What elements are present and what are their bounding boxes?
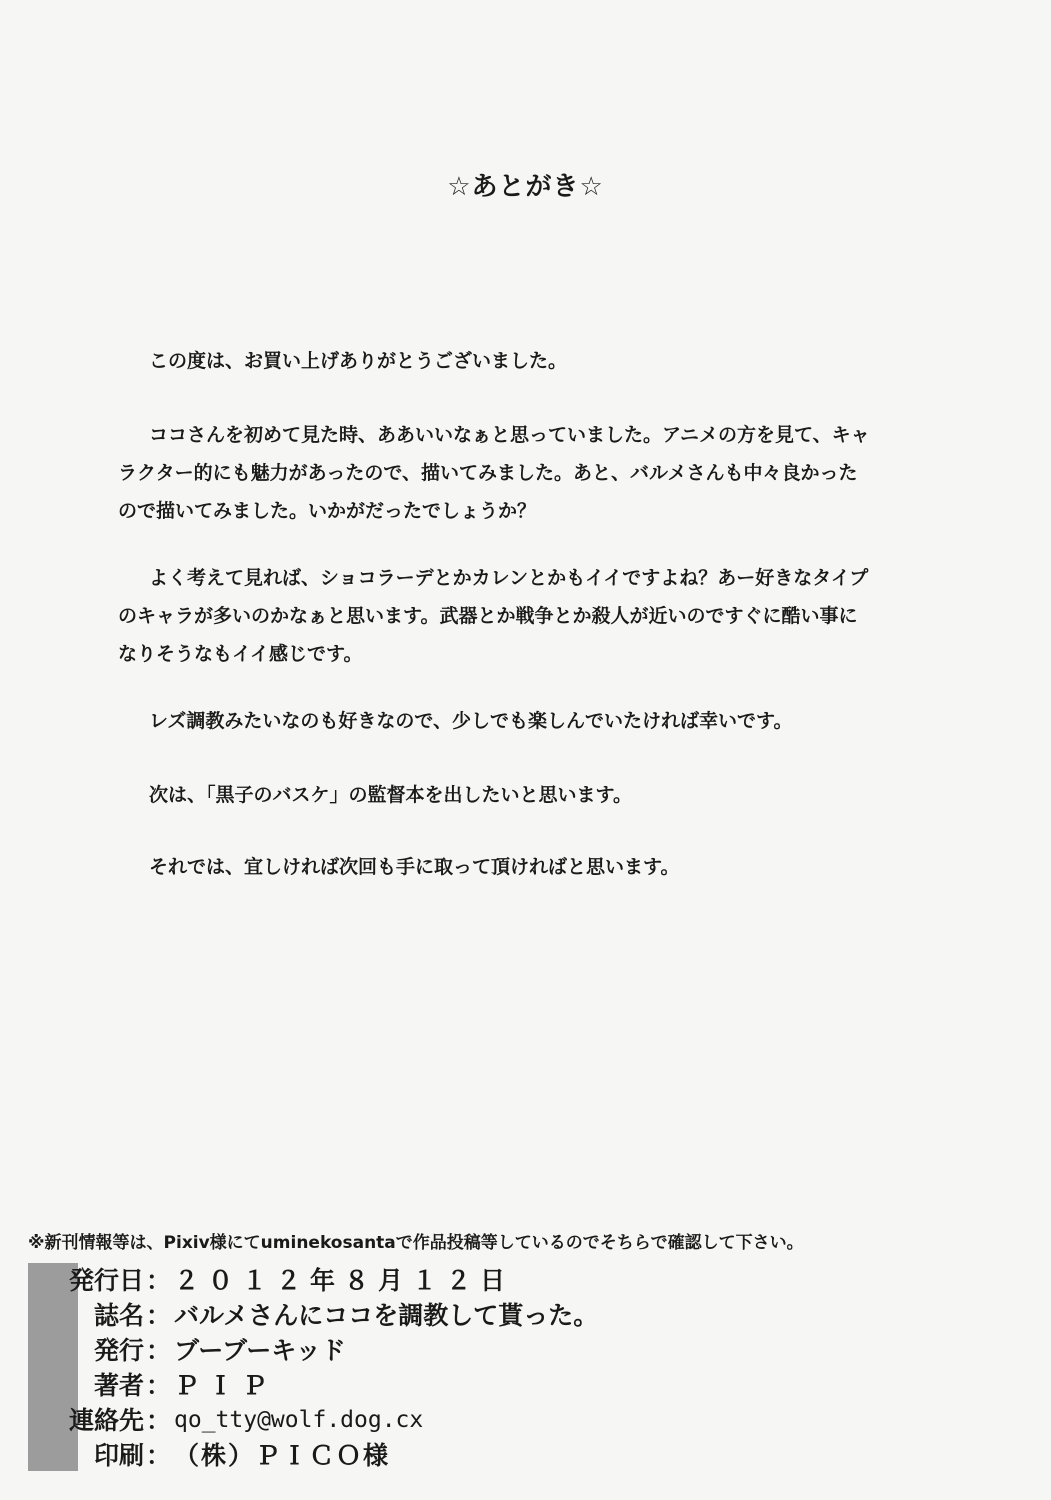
colophon-separator: ：	[146, 1441, 172, 1470]
colophon	[28, 1263, 728, 1473]
paragraph-thanks	[118, 342, 948, 380]
paragraph-line: ので描いてみました。いかがだったでしょうか？	[118, 500, 537, 522]
colophon-value: ２０１２年８月１２日	[174, 1266, 515, 1295]
afterword-title: ☆あとがき☆	[447, 172, 604, 202]
colophon-separator: ：	[146, 1371, 172, 1400]
paragraph-line: 次は、「黒子のバスケ」の監督本を出したいと思います。	[149, 784, 632, 806]
paragraph-line: レズ調教みたいなのも好きなので、少しでも楽しんでいたければ幸いです。	[149, 710, 793, 732]
paragraph-line: ラクター的にも魅力があったので、描いてみました。あと、バルメさんも中々良かった	[118, 462, 858, 484]
colophon-value: ＰＩＰ	[174, 1371, 277, 1400]
new-release-notice: ※新刊情報等は、Pixiv様にてuminekosantaで作品投稿等しているのでそちらで確認して下さい。	[28, 1233, 804, 1253]
paragraph-line: よく考えて見れば、ショコラーデとかカレンとかもイイですよね？あー好きなタイプ	[149, 567, 869, 589]
paragraph-line: なりそうなもイイ感じです。	[118, 643, 363, 665]
colophon-value: バルメさんにココを調教して貰った。	[174, 1301, 599, 1330]
paragraph-line: それでは、宜しければ次回も手に取って頂ければと思います。	[149, 856, 680, 878]
paragraph-closing	[118, 848, 948, 886]
paragraph-line: この度は、お買い上げありがとうございました。	[149, 350, 568, 372]
colophon-row-author	[28, 1368, 728, 1403]
colophon-row-contact	[28, 1403, 728, 1438]
colophon-label: 発行日	[68, 1266, 144, 1295]
colophon-separator: ：	[146, 1406, 172, 1435]
colophon-label: 連絡先	[68, 1406, 144, 1435]
colophon-row-publisher	[28, 1333, 728, 1368]
paragraph-next	[118, 776, 948, 814]
colophon-value: （株）ＰＩＣＯ様	[174, 1441, 391, 1470]
colophon-separator: ：	[146, 1336, 172, 1365]
colophon-label: 著者	[93, 1371, 144, 1400]
colophon-row-title	[28, 1298, 728, 1333]
paragraph-characters	[118, 559, 948, 673]
colophon-label: 印刷	[93, 1441, 144, 1470]
contact-email: qo_tty@wolf.dog.cx	[174, 1407, 424, 1433]
colophon-label: 誌名	[93, 1301, 144, 1330]
paragraph-line: のキャラが多いのかなぁと思います。武器とか戦争とか殺人が近いのですぐに酷い事に	[118, 605, 858, 627]
paragraph-enjoy	[118, 702, 948, 740]
colophon-separator: ：	[146, 1301, 172, 1330]
paragraph-line: ココさんを初めて見た時、ああいいなぁと思っていました。アニメの方を見て、キャ	[149, 424, 870, 446]
colophon-row-date	[28, 1263, 728, 1298]
paragraph-coco	[118, 416, 948, 530]
colophon-row-printer	[28, 1438, 728, 1473]
colophon-separator: ：	[146, 1266, 172, 1295]
colophon-value: ブーブーキッド	[174, 1336, 346, 1365]
colophon-label: 発行	[93, 1336, 144, 1365]
